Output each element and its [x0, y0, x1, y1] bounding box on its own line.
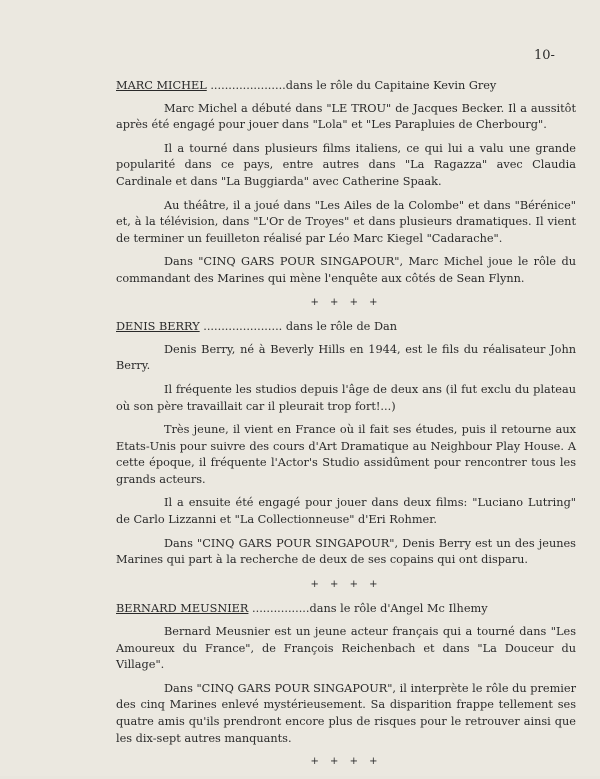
paragraph: Il a ensuite été engagé pour jouer dans deux films: "Luciano Lutring" de Carlo Lizzanni et "La Collectionneuse" d'Eri Rohmer. [116, 496, 576, 527]
paragraph: Au théâtre, il a joué dans "Les Ailes de la Colombe" et dans "Bérénice" et, à la télévision, dans "L'Or de Troyes" et dans plusieurs dramatiques. Il vient de terminer un feuilleton réalisé par Léo Marc Kiegel "Cadarache". [116, 198, 576, 245]
actor-name: DENIS BERRY [116, 320, 200, 334]
leader-dots: ..................... [206, 79, 286, 92]
actor-role: dans le rôle de Dan [282, 320, 398, 334]
paragraph: Il a tourné dans plusieurs films italiens, ce qui lui a valu une grande popularité dans ce pays, entre autres dans "La Ragazza" avec Claudia Cardinale et dans "La Buggiarda" avec Catherine Spaak. [116, 141, 576, 188]
paragraph: Très jeune, il vient en France où il fait ses études, puis il retourne aux Etats-Unis pour suivre des cours d'Art Dramatique au Neighbour Play House. A cette époque, il fréquente l'Actor's Studio assidûment pour rencontrer tous les grands acteurs. [116, 423, 576, 486]
section-separator: + + + + [310, 578, 382, 590]
paragraph: Dans "CINQ GARS POUR SINGAPOUR", Denis Berry est un des jeunes Marines qui part à la recherche de deux de ses copains qui ont disparu. [116, 536, 576, 567]
paragraph: Bernard Meusnier est un jeune acteur français qui a tourné dans "Les Amoureux du France", de François Reichenbach et dans "La Douceur du Village". [116, 625, 576, 672]
actor-role: dans le rôle d'Angel Mc Ilhemy [309, 602, 488, 616]
actor-role: dans le rôle du Capitaine Kevin Grey [285, 79, 497, 92]
document-body [116, 76, 576, 779]
paragraph: Dans "CINQ GARS POUR SINGAPOUR", il interprète le rôle du premier des cinq Marines enlevé mystérieusement. Sa disparition frappe tellement ses quatre amis qu'ils prendront encore plus de risques pour le retrouver ainsi que les dix-sept autres manquants. [116, 681, 576, 745]
actor-header [116, 601, 576, 618]
leader-dots: ...................... [199, 320, 283, 334]
paragraph: Denis Berry, né à Beverly Hills en 1944, est le fils du réalisateur John Berry. [116, 342, 576, 373]
actor-name: MARC MICHEL [116, 79, 207, 92]
actor-header [116, 78, 576, 95]
paragraph: Marc Michel a débuté dans "LE TROU" de Jacques Becker. Il a aussitôt après été engagé pour jouer dans "Lola" et "Les Parapluies de Cherbourg". [116, 101, 576, 132]
actor-section-bernard-meusnier [116, 601, 576, 770]
paragraph: Dans "CINQ GARS POUR SINGAPOUR", Marc Michel joue le rôle du commandant des Marines qui mène l'enquête aux côtés de Sean Flynn. [116, 255, 576, 285]
section-separator: + + + + [310, 756, 382, 768]
actor-name: BERNARD MEUSNIER [116, 602, 249, 616]
actor-section-denis-berry [116, 319, 576, 593]
paragraph: Il fréquente les studios depuis l'âge de deux ans (il fut exclu du plateau où son père travaillait car il pleurait trop fort!...) [116, 382, 576, 413]
leader-dots: ................ [248, 602, 310, 616]
actor-header [116, 319, 576, 336]
page-number: 10- [534, 48, 555, 63]
section-separator: + + + + [310, 296, 382, 308]
actor-section-marc-michel [116, 78, 576, 311]
